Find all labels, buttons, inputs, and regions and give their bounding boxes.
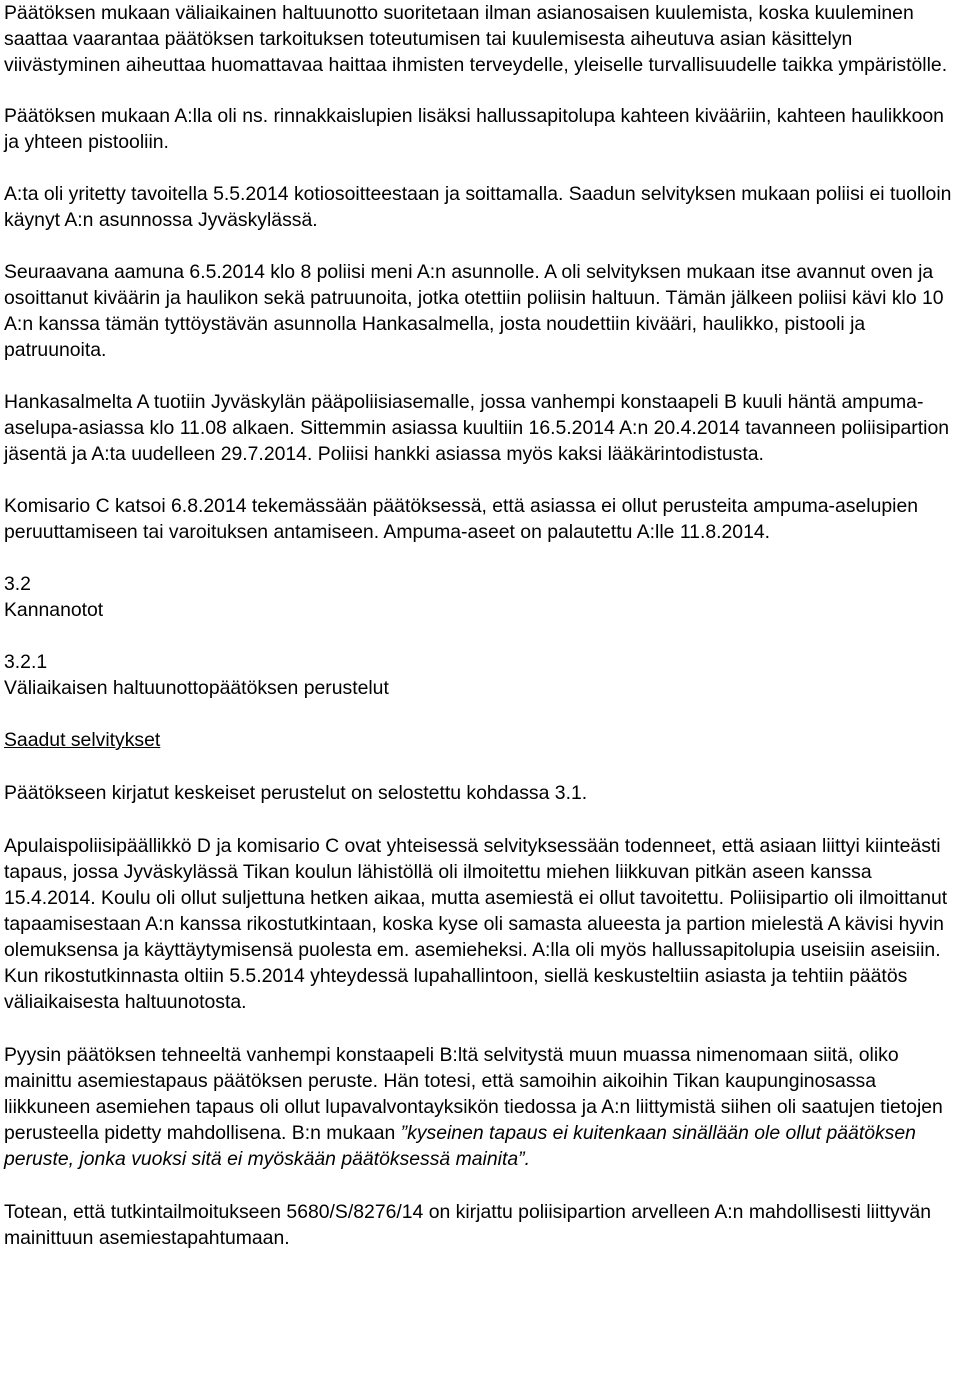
paragraph-reference: Päätökseen kirjatut keskeiset perustelut on selostettu kohdassa 3.1. — [4, 782, 588, 804]
paragraph-request-text: Pyysin päätöksen tehneeltä vanhempi konstaapeli B:ltä selvitystä muun muassa nimenomaan siitä, oliko mainittu asemiestapaus päätöksen peruste. Hän totesi, että samoihin aikoihin Tikan kaupunginosassa liikkuneen asemiehen tapaus oli ollut lupavalvontayksikön tiedossa ja A:n liittymistä siihen oli saatujen tietojen perusteella pidetty mahdollisena. B:n mukaan — [4, 1044, 943, 1144]
paragraph-spacer — [4, 467, 956, 493]
paragraph-request-statement — [4, 1042, 956, 1172]
quoted-statement: ”kyseinen tapaus ei kuitenkaan sinällään ole ollut päätöksen peruste, jonka vuoksi sitä ei myöskään päätöksessä mainita”. — [4, 1122, 916, 1170]
paragraph-spacer — [4, 1015, 956, 1042]
subsection-number: 3.2.1 — [4, 651, 48, 673]
paragraph-spacer — [4, 545, 956, 571]
paragraph-spacer — [4, 1172, 956, 1199]
paragraph-hearing: Hankasalmelta A tuotiin Jyväskylän pääpoliisiasemalle, jossa vanhempi konstaapeli B kuuli häntä ampuma-aselupa-asiassa klo 11.08 alkaen. Sittemmin asiassa kuultiin 16.5.2014 A:n 20.4.2014 tavanneen poliisipartion jäsentä ja A:ta uudelleen 29.7.2014. Poliisi hankki asiassa myös kaksi lääkärintodistusta. — [4, 391, 950, 465]
paragraph-next-morning: Seuraavana aamuna 6.5.2014 klo 8 poliisi meni A:n asunnolle. A oli selvityksen mukaan itse avannut oven ja osoittanut kiväärin ja haulikon sekä patruunoita, jotka otettiin poliisin haltuun. Tämän jälkeen poliisi kävi klo 10 A:n kanssa tämän tyttöystävän asunnolla Hankasalmella, josta noudettiin kivääri, haulikko, pistooli ja patruunoita. — [4, 261, 944, 361]
paragraph-spacer — [4, 701, 956, 727]
paragraph-spacer — [4, 623, 956, 649]
paragraph-spacer — [4, 233, 956, 259]
paragraph-spacer — [4, 806, 956, 833]
section-title: Kannanotot — [4, 599, 104, 621]
paragraph-permits: Päätöksen mukaan A:lla oli ns. rinnakkaislupien lisäksi hallussapitolupa kahteen kivääriin, kahteen haulikkoon ja yhteen pistooliin. — [4, 105, 944, 153]
subsection-title: Väliaikaisen haltuunottopäätöksen perustelut — [4, 677, 389, 699]
document-page — [4, 0, 956, 1251]
paragraph-contact-attempt: A:ta oli yritetty tavoitella 5.5.2014 kotiosoitteestaan ja soittamalla. Saadun selvityksen mukaan poliisi ei tuolloin käynyt A:n asunnossa Jyväskylässä. — [4, 183, 952, 231]
paragraph-spacer — [4, 155, 956, 181]
underlined-heading: Saadut selvitykset — [4, 729, 161, 751]
paragraph-spacer — [4, 753, 956, 780]
paragraph-joint-statement: Apulaispoliisipäällikkö D ja komisario C ovat yhteisessä selvityksessään todenneet, että asiaan liittyi kiinteästi tapaus, jossa Jyväskylässä Tikan koulun lähistöllä oli ilmoitettu miehen liikkuvan pitkän aseen kanssa 15.4.2014. Koulu oli ollut suljettuna hetken aikaa, mutta asemiestä ei ollut tavoitettu. Poliisipartio oli ilmoittanut tapaamisestaan A:n kanssa rikostutkintaan, koska kyse oli samasta alueesta ja partion mielestä A kävisi hyvin olemuksensa ja käyttäytymisensä puolesta em. asemieheksi. A:lla oli myös hallussapitolupia useisiin aseisiin. Kun rikostutkinnasta oltiin 5.5.2014 yhteydessä lupahallintoon, siellä keskusteltiin asiasta ja tehtiin päätös väliaikaisesta haltuunotosta. — [4, 835, 948, 1013]
section-number: 3.2 — [4, 573, 31, 595]
paragraph-spacer — [4, 363, 956, 389]
paragraph-commissioner-decision: Komisario C katsoi 6.8.2014 tekemässään päätöksessä, että asiassa ei ollut perusteita ampuma-aselupien peruuttamiseen tai varoituksen antamiseen. Ampuma-aseet on palautettu A:lle 11.8.2014. — [4, 495, 919, 543]
paragraph-temporary-seizure: Päätöksen mukaan väliaikainen haltuunotto suoritetaan ilman asianosaisen kuulemista, koska kuuleminen saattaa vaarantaa päätöksen tarkoituksen toteutumisen tai kuulemisesta aiheutuva asian käsittelyn viivästyminen aiheuttaa huomattavaa haittaa ihmisten terveydelle, yleiselle turvallisuudelle taikka ympäristölle. — [4, 2, 948, 76]
paragraph-spacer — [4, 78, 956, 103]
paragraph-conclusion: Totean, että tutkintailmoitukseen 5680/S/8276/14 on kirjattu poliisipartion arvelleen A:n mahdollisesti liittyvän mainittuun asemiestapahtumaan. — [4, 1201, 931, 1249]
